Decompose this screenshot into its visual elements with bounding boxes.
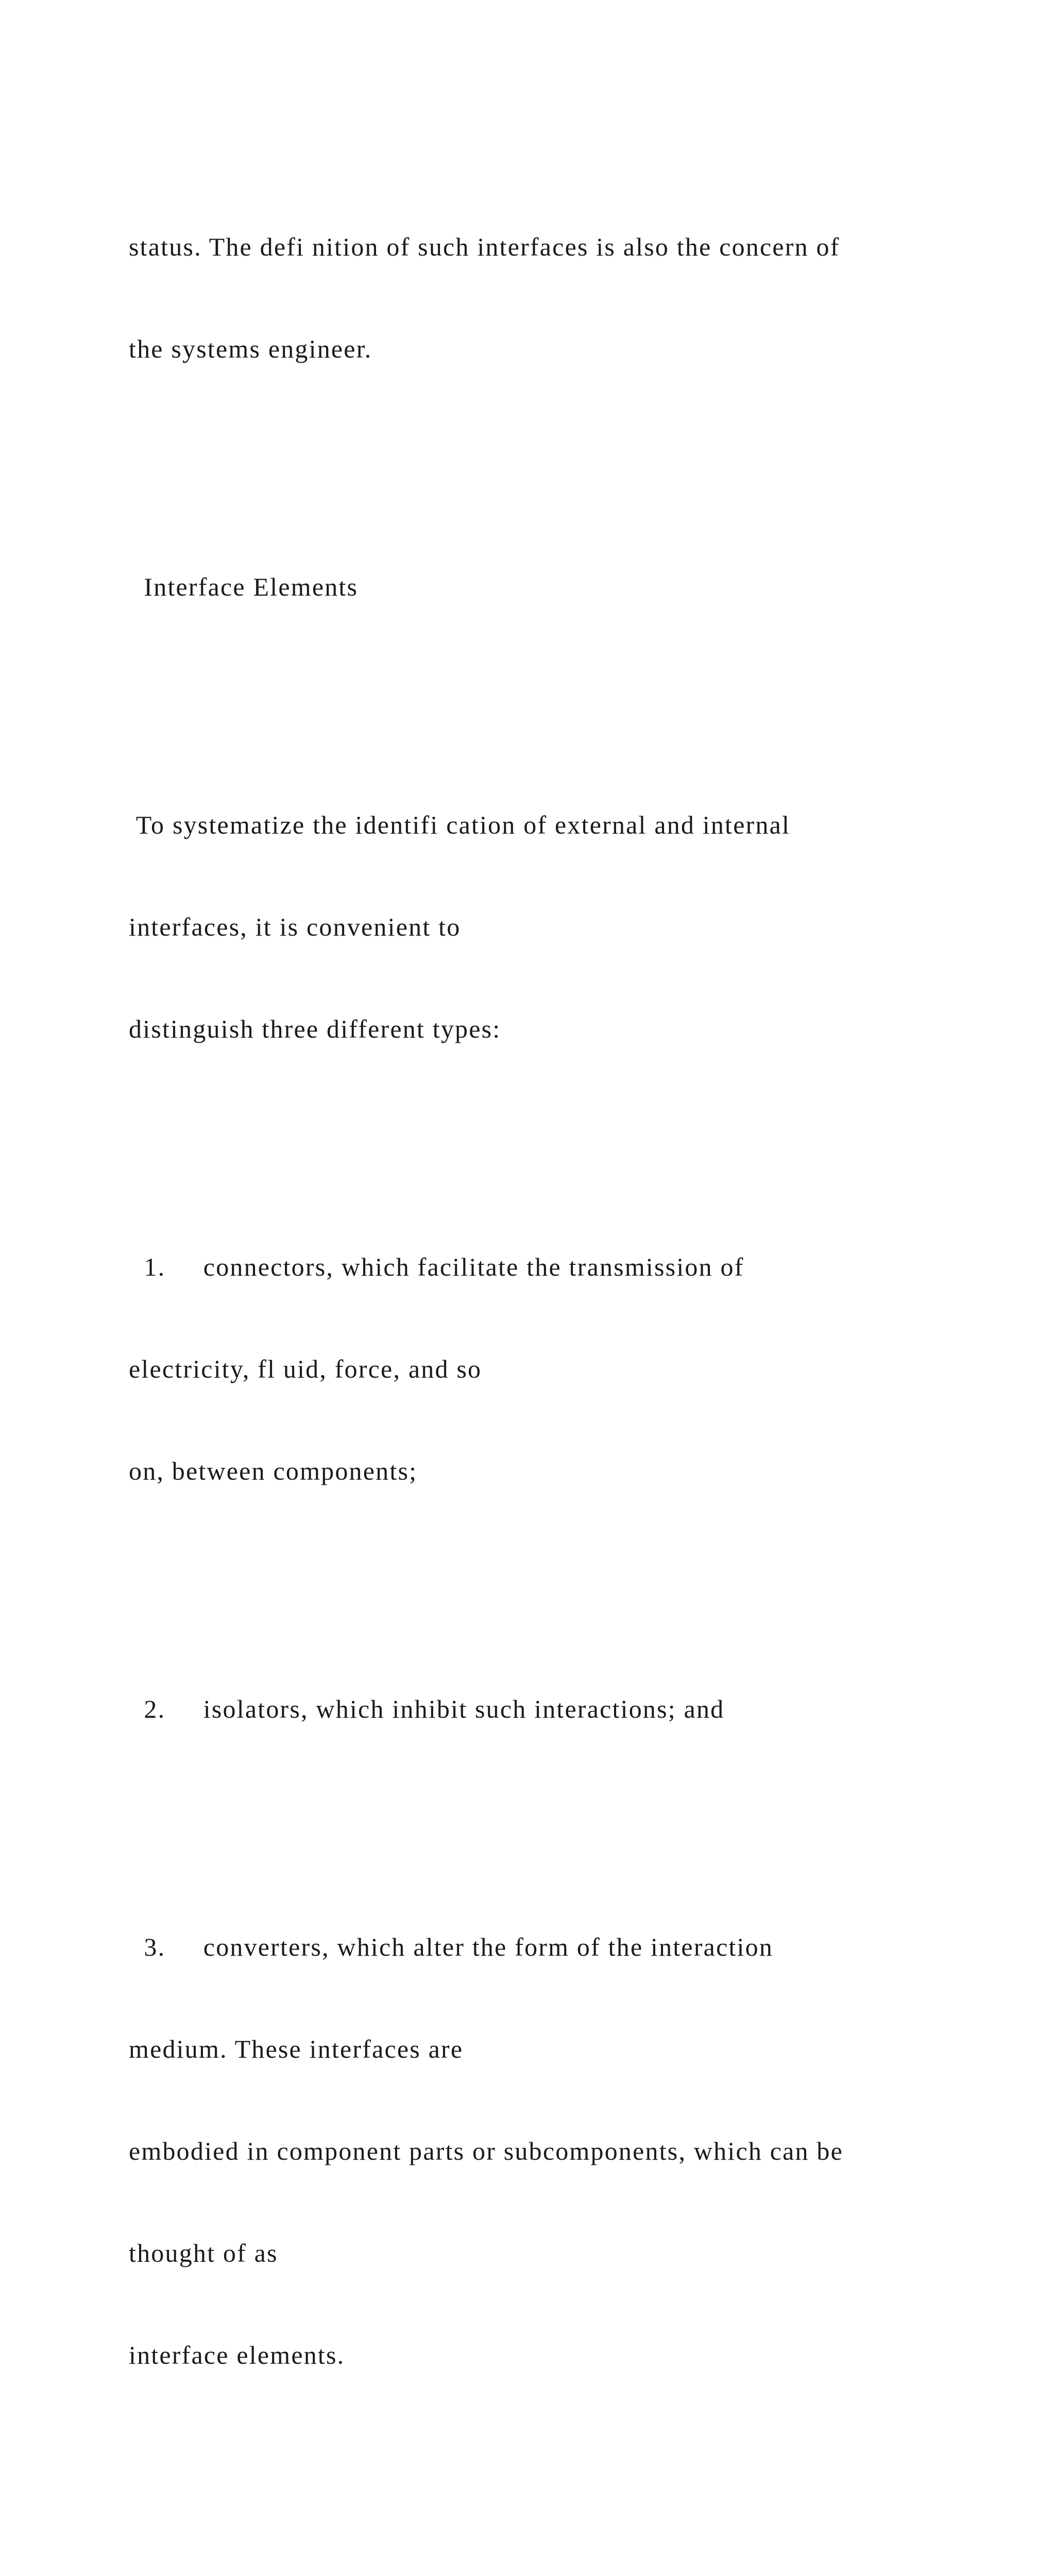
document-body [129, 128, 1005, 2576]
paragraph-line: interfaces, it is convenient to [129, 912, 461, 941]
paragraph-line: the systems engineer. [129, 334, 372, 363]
section-heading: Interface Elements [129, 572, 359, 601]
paragraph-spacer [129, 1114, 1005, 1148]
list-item-line: electricity, fl uid, force, and so [129, 1354, 482, 1383]
paragraph-spacer [129, 434, 1005, 468]
paragraph-line: distinguish three different types: [129, 1014, 501, 1043]
paragraph-spacer [129, 2440, 1005, 2474]
list-item-line: 1. connectors, which facilitate the transmission of [129, 1252, 744, 1281]
paragraph-line: status. The defi nition of such interfaces is also the concern of [129, 232, 840, 261]
paragraph-spacer [129, 1794, 1005, 1828]
list-item-line: embodied in component parts or subcomponents, which can be [129, 2137, 844, 2165]
paragraph-spacer [129, 1556, 1005, 1590]
list-item-line: medium. These interfaces are [129, 2035, 464, 2063]
list-item-line: thought of as [129, 2239, 278, 2267]
list-item-line: 2. isolators, which inhibit such interactions; and [129, 1694, 725, 1723]
list-item-line: 3. converters, which alter the form of the interaction [129, 1933, 774, 1961]
paragraph-spacer [129, 672, 1005, 706]
list-item-line: interface elements. [129, 2341, 345, 2369]
paragraph-line: To systematize the identifi cation of external and internal [129, 810, 791, 839]
list-item-line: on, between components; [129, 1456, 418, 1485]
